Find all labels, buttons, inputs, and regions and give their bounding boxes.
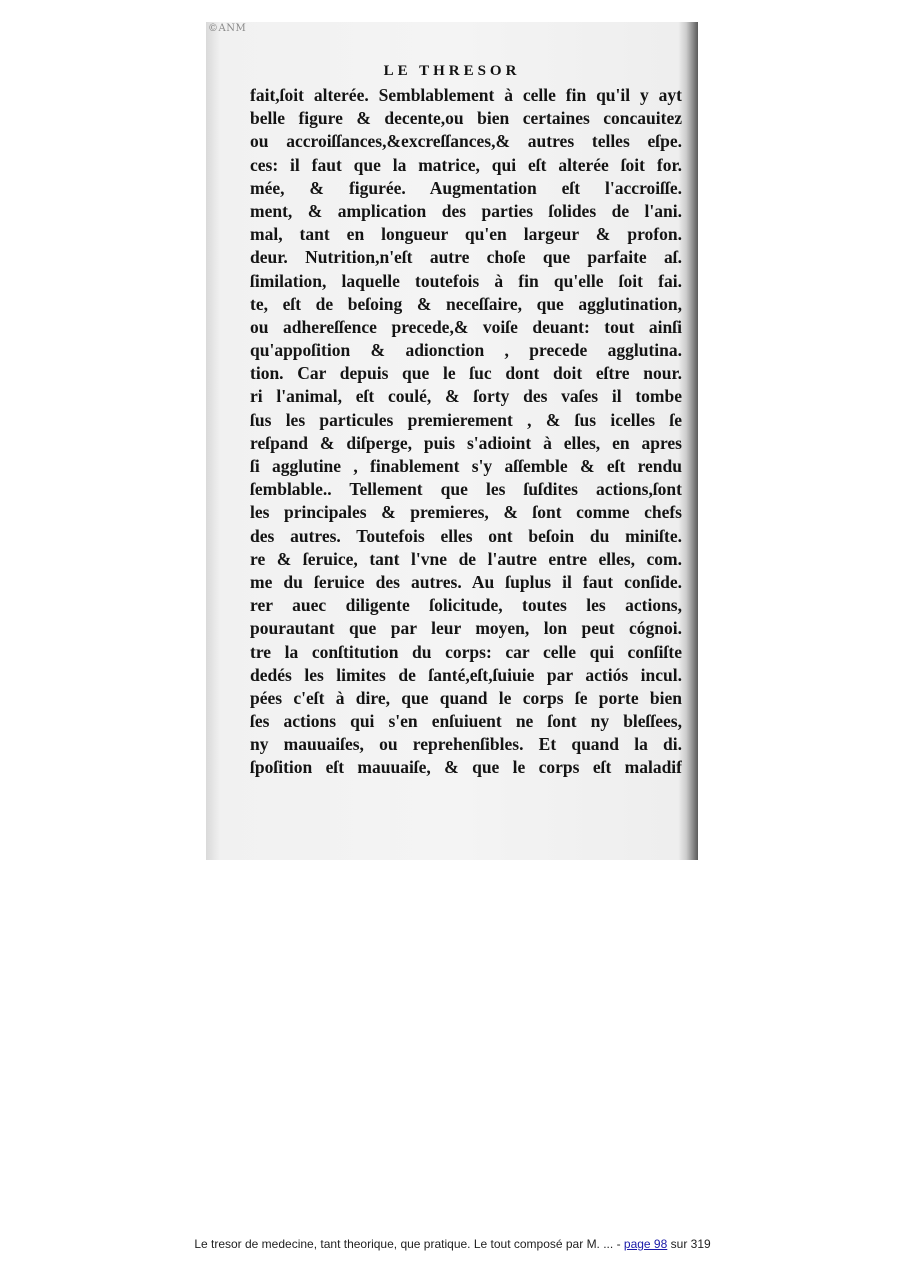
text-line: belle figure & decente,ou bien certaines concauitez: [250, 108, 682, 129]
text-line: ny mauuaiſes, ou reprehenſibles. Et quand la di.: [250, 734, 682, 755]
text-line: les principales & premieres, & ſont comme chefs: [250, 502, 682, 523]
text-line: ou accroiſſances,&excreſſances,& autres telles eſpe.: [250, 131, 682, 152]
text-line: mal, tant en longueur qu'en largeur & profon.: [250, 224, 682, 245]
text-line: reſpand & diſperge, puis s'adioint à elles, en apres: [250, 432, 682, 453]
text-line: dedés les limites de ſanté,eſt,ſuiuie par actiós incul.: [250, 664, 682, 685]
page-scan: [206, 22, 698, 860]
text-line: ſpoſition eſt mauuaiſe, & que le corps eſt maladif: [250, 757, 682, 778]
text-line: des autres. Toutefois elles ont beſoin du miniſte.: [250, 525, 682, 546]
running-head: LE THRESOR: [383, 63, 521, 79]
page-total: sur 319: [670, 1237, 711, 1251]
text-line: ſes actions qui s'en enſuiuent ne ſont ny bleſſees,: [250, 711, 682, 732]
text-line: ri l'animal, eſt coulé, & ſorty des vaſes il tombe: [250, 386, 682, 407]
text-line: ſimilation, laquelle toutefois à fin qu'elle ſoit fai.: [250, 270, 682, 291]
watermark: ©ANM: [208, 23, 247, 34]
text-line: rer auec diligente ſolicitude, toutes les actions,: [250, 595, 682, 616]
page-link[interactable]: page 98: [623, 1237, 668, 1251]
text-line: tre la conſtitution du corps: car celle qui conſiſte: [250, 641, 682, 662]
text-line: pées c'eſt à dire, que quand le corps ſe porte bien: [250, 687, 682, 708]
text-line: deur. Nutrition,n'eſt autre choſe que parfaite aſ.: [250, 247, 682, 268]
text-line: ſemblable.. Tellement que les ſuſdites actions,ſont: [250, 479, 682, 500]
text-line: ſi agglutine , finablement s'y aſſemble & eſt rendu: [250, 456, 682, 476]
text-line: qu'appoſition & adionction , precede agglutina.: [250, 340, 682, 361]
text-line: re & ſeruice, tant l'vne de l'autre entre elles, com.: [250, 548, 682, 569]
footer-caption: [0, 1237, 905, 1251]
text-line: me du ſeruice des autres. Au ſuplus il faut conſide.: [250, 571, 682, 592]
text-line: ſus les particules premierement , & ſus icelles ſe: [250, 409, 682, 430]
text-line: ou adhereſſence precede,& voiſe deuant: tout ainſi: [250, 316, 682, 337]
text-line: mée, & figurée. Augmentation eſt l'accroiſſe.: [250, 177, 682, 198]
text-line: pourautant que par leur moyen, lon peut cógnoi.: [250, 618, 682, 639]
text-line: ment, & amplication des parties ſolides de l'ani.: [250, 200, 682, 221]
text-line: ces: il faut que la matrice, qui eſt alterée ſoit for.: [250, 154, 682, 175]
document-title: Le tresor de medecine, tant theorique, que pratique. Le tout composé par M. ... -: [194, 1237, 621, 1251]
text-line: tion. Car depuis que le ſuc dont doit eſtre nour.: [250, 363, 682, 384]
page-binding-edge: [686, 22, 698, 860]
text-line: fait,ſoit alterée. Semblablement à celle fin qu'il y ayt: [250, 85, 682, 105]
page-text: [250, 84, 682, 780]
text-line: te, eſt de beſoing & neceſſaire, que agglutination,: [250, 293, 682, 314]
